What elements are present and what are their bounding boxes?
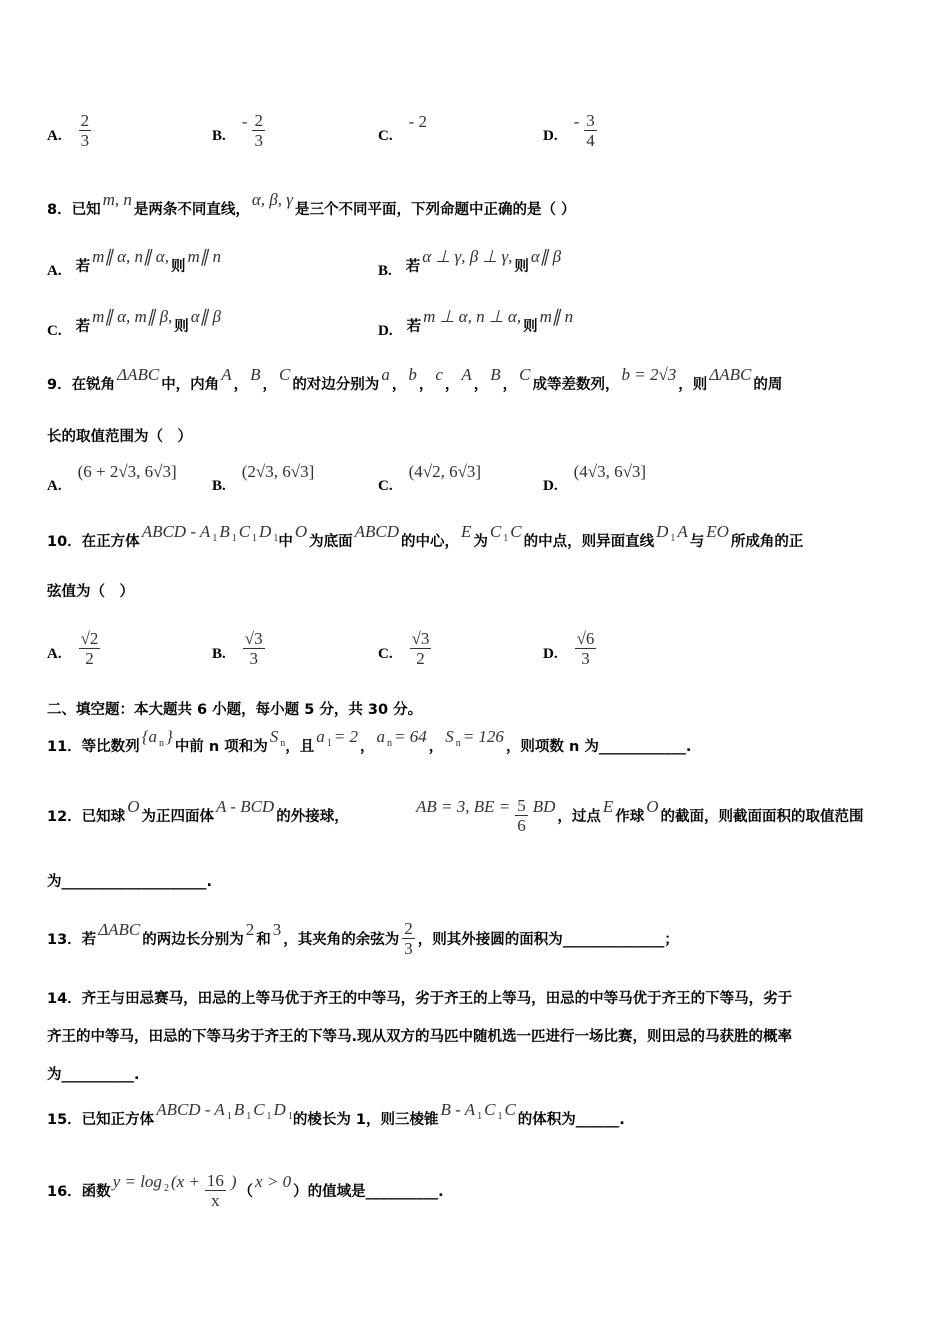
text: ， [391,376,407,393]
math-expression: C [253,1100,265,1119]
text: ， [473,376,489,393]
math-expression: a [316,727,325,746]
fraction-denominator: 3 [80,130,90,150]
text: 的两边长分别为 [142,931,244,948]
math-expression: y = log [112,1172,162,1191]
fraction-denominator: 6 [517,815,526,835]
answer-option [212,618,268,678]
text: ）的值域是__________. [293,1183,444,1200]
math-expression: {a [141,727,157,746]
math-expression: C [489,522,502,541]
text: 11．等比数列 [47,738,140,755]
math-value: - 2 [408,112,428,131]
line-content [47,715,691,775]
text: 14．齐王与田忌赛马，田忌的上等马优于齐王的中等马，劣于齐王的上等马，田忌的中等马优于齐王的下等马，劣于 [47,990,793,1007]
line-content [47,178,576,238]
math-expression: a [376,727,385,746]
text: 若 [405,258,421,275]
fraction-numerator: √6 [576,628,595,648]
math-value: (4√3, 6√3] [573,462,647,481]
text: 则 [170,258,186,275]
math-expression: B [250,365,261,384]
text: （ [238,1183,254,1200]
line-content [47,560,134,620]
line-content [47,908,679,968]
fraction [79,629,101,668]
math-expression: ΔABC [709,365,752,384]
text: ， [502,376,518,393]
math-expression: ΔABC [98,920,141,939]
fraction [79,111,92,150]
text: 弦值为（ ） [47,583,134,600]
math-subscript: n [280,737,286,749]
math-expression: A - BCD [215,797,275,816]
math-expression: B [219,522,230,541]
math-subscript: 1 [497,1110,503,1122]
text: ，则其外接圆的面积为______________； [417,931,679,948]
text: 为底面 [309,533,353,550]
math-expression: C [504,1100,516,1119]
text: 为正四面体 [141,808,214,825]
fraction-denominator: 3 [581,648,590,668]
math-subscript: 1 [477,1110,483,1122]
math-expression: C [238,522,251,541]
fraction [252,111,265,150]
math-expression: O [127,797,140,816]
text: ，且 [285,738,315,755]
answer-option [378,295,575,355]
text: 的体积为______. [517,1111,625,1128]
answer-option [47,295,223,355]
text: 为 [473,533,488,550]
math-expression: BD [532,797,556,816]
text: 12．已知球 [47,808,126,825]
fraction-denominator: 2 [416,648,425,668]
option-label: C. [378,127,393,144]
math-value: (6 + 2√3, 6√3] [77,462,177,481]
answer-option [47,235,223,295]
math-expression: B - A [440,1100,476,1119]
option-label: B. [378,262,392,279]
math-subscript: n [386,737,392,749]
answer-option [378,100,429,160]
option-label: B. [212,477,226,494]
math-expression: A [677,522,688,541]
math-expression: m∥ α, m∥ β, [92,307,173,326]
fraction [584,111,597,150]
fraction-numerator: 2 [404,918,413,938]
math-subscript: 1 [252,532,258,544]
math-subscript: 1 [273,532,279,544]
math-expression: m∥ α, n∥ α, [92,247,169,266]
math-expression: ABCD - A [141,522,211,541]
math-expression: D [656,522,669,541]
text: 则 [514,258,529,275]
math-expression: b [408,365,417,384]
math-value: 2 [245,920,255,939]
math-expression: α, β, γ [251,190,293,209]
option-label: B. [212,127,226,144]
math-expression: C [519,365,531,384]
math-expression: } [166,727,173,746]
math-expression: α ⊥ γ, β ⊥ γ, [422,247,513,266]
text: 10．在正方体 [47,533,140,550]
answer-option [543,618,599,678]
line-content [47,1088,625,1148]
option-label: D. [378,322,393,339]
math-expression: ABCD - A [156,1100,225,1119]
math-value: - [241,112,248,131]
text: 13．若 [47,931,97,948]
fraction [575,629,597,668]
fraction-numerator: √3 [244,628,263,648]
text: ， [262,376,277,393]
math-expression: C [278,365,291,384]
option-label: C. [378,645,393,662]
answer-option [47,450,179,510]
fraction-denominator: 3 [249,648,258,668]
fraction [515,796,528,835]
math-expression: S [445,727,454,746]
text: 中前 n 项和为 [174,738,268,755]
option-label: C. [378,477,393,494]
math-subscript: 1 [231,532,237,544]
fraction [410,629,432,668]
fraction-numerator: 2 [80,110,90,130]
line-content [47,850,212,910]
math-expression: α∥ β [530,247,562,266]
text: 的棱长为 1，则三棱锥 [292,1111,439,1128]
fraction-numerator: 16 [206,1170,224,1190]
text: 则 [174,318,189,335]
line-content [47,1005,792,1065]
text: 为____________________. [47,873,213,890]
fraction-denominator: 2 [85,648,94,668]
fraction-numerator: √2 [80,628,99,648]
text: 所成角的正 [730,533,804,550]
math-subscript: 1 [266,1110,272,1122]
text: 二、填空题：本大题共 6 小题，每小题 5 分，共 30 分。 [47,701,423,718]
math-expression: AB = 3, BE = [415,797,511,816]
answer-option [212,100,268,160]
text: ， [418,376,434,393]
text: 16．函数 [47,1183,111,1200]
math-expression: m, n [102,190,132,209]
math-expression: = 2 [333,727,358,746]
math-expression: ΔABC [117,365,160,384]
math-subscript: 1 [246,1110,252,1122]
text: ，其夹角的余弦为 [283,931,400,948]
text: 长的取值范围为（ ） [47,428,192,445]
answer-option [543,450,648,510]
text: 则 [523,318,538,335]
line-content [47,785,864,845]
option-label: D. [543,127,558,144]
text: 9．在锐角 [47,376,116,393]
option-label: B. [212,645,226,662]
math-subscript: 1 [503,532,509,544]
option-label: A. [47,645,62,662]
fraction [243,629,265,668]
math-expression: b = 2√3 [621,365,677,384]
fraction-denominator: 4 [586,130,595,150]
text: 是两条不同直线， [133,201,250,218]
fraction-numerator: 2 [254,110,263,130]
text: 中，内角 [161,376,220,393]
answer-option [543,100,600,160]
math-subscript: 1 [226,1110,232,1122]
text: 8．已知 [47,201,101,218]
math-value: - [573,112,580,131]
math-value: (2√3, 6√3] [241,462,315,481]
answer-option [378,235,563,295]
text: 的外接球， [276,808,414,825]
option-label: D. [543,477,558,494]
math-value: 3 [272,920,282,939]
math-subscript: 1 [326,737,332,749]
answer-option [378,450,483,510]
text: ， [233,376,249,393]
text: 和 [256,931,271,948]
fraction [402,919,415,958]
math-expression: = 64 [393,727,427,746]
math-expression: E [461,522,472,541]
math-expression: m∥ n [187,247,221,266]
text: ， [359,738,375,755]
math-expression: = 126 [462,727,504,746]
text: ，则项数 n 为____________. [505,738,692,755]
text: 若 [406,318,422,335]
math-expression: m∥ n [539,307,574,326]
text: 是三个不同平面，下列命题中正确的是（ ） [294,201,576,218]
text: 与 [689,533,705,550]
math-expression: C [484,1100,496,1119]
answer-option [212,450,316,510]
fraction-denominator: x [211,1190,220,1210]
text: 作球 [615,808,645,825]
line-content [47,1160,444,1220]
math-subscript: 1 [287,1110,293,1122]
text: ， [428,738,444,755]
text: 的中心， [401,533,459,550]
text: 的周 [753,376,783,393]
text: 齐王的中等马，田忌的下等马劣于齐王的下等马.现从双方的马匹中随机选一匹进行一场比赛，则田忌的马获胜的概率 [47,1028,793,1045]
math-expression: (x + [170,1172,200,1191]
math-expression: B [233,1100,245,1119]
text: 15．已知正方体 [47,1111,155,1128]
math-value: (4√2, 6√3] [408,462,482,481]
option-label: A. [47,477,62,494]
math-subscript: 1 [212,532,218,544]
option-label: D. [543,645,558,662]
text: 若 [75,318,91,335]
math-expression: E [602,797,614,816]
math-expression: D [273,1100,286,1119]
answer-option [47,618,103,678]
text: 为__________. [47,1066,140,1083]
math-subscript: 1 [670,532,676,544]
fraction-denominator: 3 [404,938,413,958]
line-content [47,353,782,413]
text: ，则 [678,376,708,393]
math-subscript: n [455,737,461,749]
math-expression: α∥ β [190,307,221,326]
math-expression: O [646,797,659,816]
text: 成等差数列， [532,376,620,393]
fraction-denominator: 3 [254,130,263,150]
fraction [205,1171,226,1210]
text: 中 [278,533,293,550]
math-expression: A [461,365,472,384]
text: 的截面，则截面面积的取值范围 [660,808,864,825]
line-content [47,510,803,570]
math-expression: c [435,365,443,384]
math-subscript: n [159,737,164,749]
math-expression: m ⊥ α, n ⊥ α, [423,307,522,326]
math-expression: O [294,522,308,541]
answer-option [378,618,434,678]
option-label: A. [47,262,62,279]
math-expression: A [221,365,232,384]
math-subscript: 2 [163,1182,169,1194]
fraction-numerator: 3 [586,110,595,130]
fraction-numerator: 5 [517,795,526,815]
math-expression: B [490,365,501,384]
fraction-numerator: √3 [411,628,430,648]
text: ， [444,376,460,393]
math-expression: C [510,522,522,541]
math-expression: a [381,365,390,384]
text: 的中点，则异面直线 [523,533,655,550]
math-expression: D [259,522,272,541]
option-label: A. [47,127,62,144]
text: 的对边分别为 [292,376,380,393]
text: 若 [75,258,91,275]
math-expression: EO [706,522,729,541]
text: ，过点 [557,808,601,825]
option-label: C. [47,322,62,339]
answer-option [47,100,94,160]
math-expression: x > 0 [255,1172,292,1191]
math-expression: ABCD [354,522,399,541]
math-expression: ) [230,1172,237,1191]
math-expression: S [269,727,279,746]
